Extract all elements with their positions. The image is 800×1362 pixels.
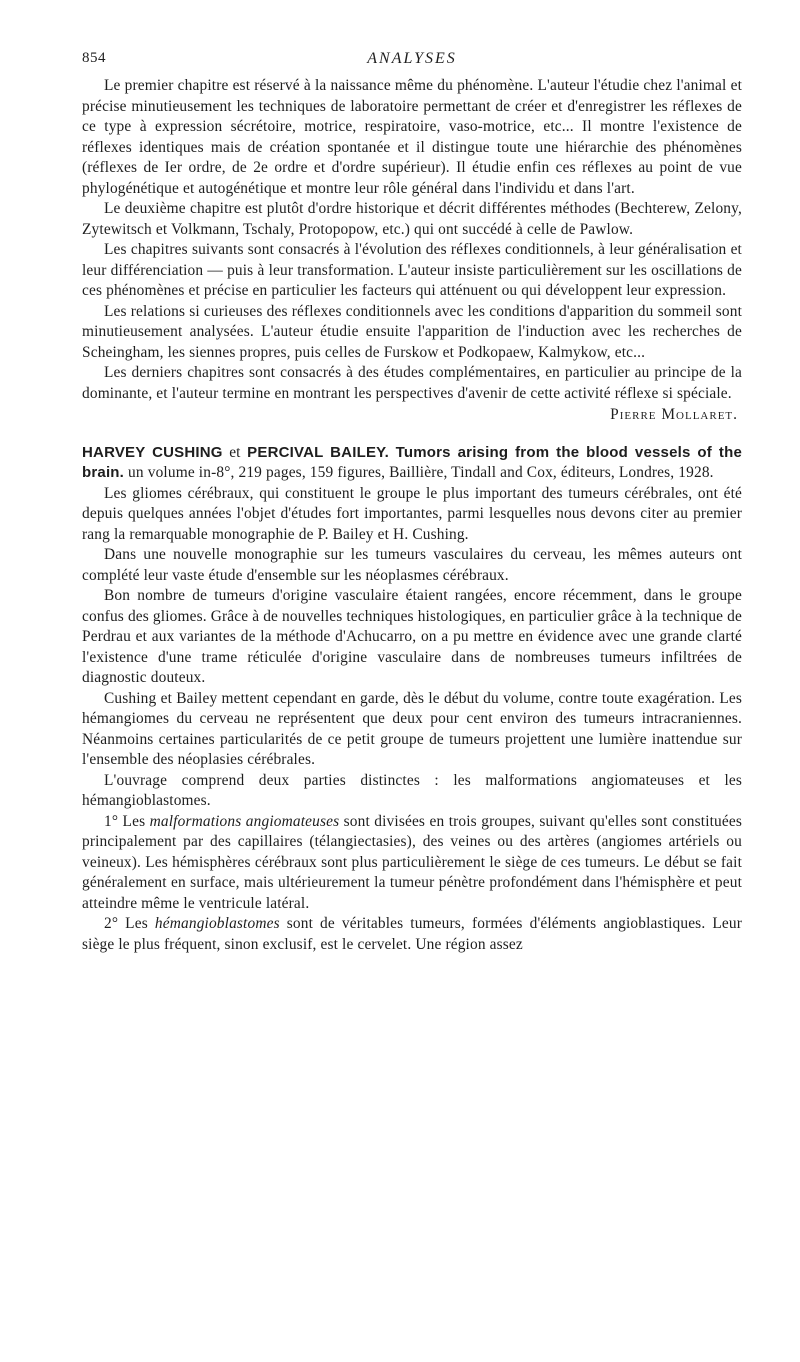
review1-paragraph-4: Les relations si curieuses des réflexes conditionnels avec les conditions d'apparition du sommeil sont minutieusement analysées. L'auteur étudie ensuite l'apparition de l'induction avec les recherches de Scheingham, les siennes propres, puis celles de Furskow et Podkopaew, Kalmykow, etc... [82,302,742,361]
book-title: Tumors arising from the blood vessels of the brain. [82,443,743,481]
review-pavlov-summary [82,76,742,426]
book-coauthor: PERCIVAL BAILEY. [247,443,390,461]
book-details: un volume in-8°, 219 pages, 159 figures, Baillière, Tindall and Cox, éditeurs, Londres, 1928. [128,464,714,481]
para7-rest: sont de véritables tumeurs, formées d'éléments angioblastiques. Leur siège le plus fréquent, sinon exclusif, est le cervelet. Une région assez [82,915,742,953]
running-title: ANALYSES [367,50,457,67]
para7-emphasis: hémangioblastomes [154,915,280,932]
review2-paragraph-6 [82,812,742,915]
page-number: 854 [82,50,106,66]
para6-rest: sont divisées en trois groupes, suivant qu'elles sont constituées principalement par des capillaires (télangiectasies), des veines ou des artères (angiomes artériels ou veineux). Les hémisphères cérébraux sont plus particulièrement le siège de ces tumeurs. Le début se fait généralement en surface, mais ultérieurement la tumeur pénètre profondément dans l'hémisphère et peut atteindre même le ventricule latéral. [82,812,742,912]
review2-paragraph-2: Dans une nouvelle monographie sur les tumeurs vasculaires du cerveau, les mêmes auteurs ont complété leur vaste étude d'ensemble sur les néoplasmes cérébraux. [82,546,742,584]
review1-paragraph-2: Le deuxième chapitre est plutôt d'ordre historique et décrit différentes méthodes (Bechterew, Zelony, Zytewitsch et Volkmann, Tschaly, Protopopow, etc.) qui ont succédé à celle de Pawlow. [82,200,742,238]
review2-paragraph-4: Cushing et Bailey mettent cependant en garde, dès le début du volume, contre toute exagération. Les hémangiomes du cerveau ne représentent que deux pour cent environ des tumeurs intracraniennes. Néanmoins certaines particularités de ce petit groupe de tumeurs projettent une lumière inattendue sur l'ensemble des néoplasies cérébrales. [82,689,742,768]
review2-paragraph-3: Bon nombre de tumeurs d'origine vasculaire étaient rangées, encore récemment, dans le groupe confus des gliomes. Grâce à de nouvelles techniques histologiques, en particulier grâce à la technique de Perdrau et aux variantes de la méthode d'Achucarro, on a pu mettre en évidence avec une grande clarté l'existence d'une trame réticulée d'origine vasculaire dans de nombreuses tumeurs infiltrées de diagnostic douteux. [82,587,742,686]
review2-paragraph-7 [82,914,742,955]
review-cushing-bailey [82,443,742,956]
para7-prefix: 2° Les [104,915,148,932]
book-reference [82,443,742,484]
page-header [82,44,742,76]
review1-paragraph-1: Le premier chapitre est réservé à la naissance même du phénomène. L'auteur l'étudie chez l'animal et précise minutieusement les techniques de laboratoire permettant de créer et d'enregistrer les réflexes de ce type à expression sécrétoire, motrice, respiratoire, vaso-motrice, etc... Il montre l'existence de réflexes identiques mais de création spontanée et il distingue toute une hiérarchie des phénomènes (réflexes de Ier ordre, de 2e ordre et d'ordre supérieur). Il étudie enfin ces réflexes au point de vue phylogénétique et autogénétique et montre leur rôle général dans l'individu et dans l'art. [82,77,742,197]
review1-signature: Pierre Mollaret. [610,406,738,423]
para6-prefix: 1° Les [104,812,146,830]
review2-paragraph-5: L'ouvrage comprend deux parties distinctes : les malformations angiomateuses et les hémangioblastomes. [82,771,742,809]
book-conjunction: et [229,443,241,461]
book-authors: HARVEY CUSHING [82,443,223,461]
para6-emphasis: malformations angiomateuses [149,812,340,830]
page [82,44,742,955]
review1-paragraph-5: Les derniers chapitres sont consacrés à des études complémentaires, en particulier au principe de la dominante, et l'auteur termine en montrant les perspectives d'avenir de cette activité réflexe si spéciale. [82,364,742,402]
review2-paragraph-1: Les gliomes cérébraux, qui constituent le groupe le plus important des tumeurs cérébrales, ont été depuis quelques années l'objet d'études fort importantes, parmi lesquelles nous devons citer au premier rang la remarquable monographie de P. Bailey et H. Cushing. [82,484,742,543]
review1-paragraph-3: Les chapitres suivants sont consacrés à l'évolution des réflexes conditionnels, à leur généralisation et leur différenciation — puis à leur transformation. L'auteur insiste particulièrement sur les oscillations de ces phénomènes et précise en particulier les facteurs qui atténuent ou qui développent leur expression. [82,241,742,299]
